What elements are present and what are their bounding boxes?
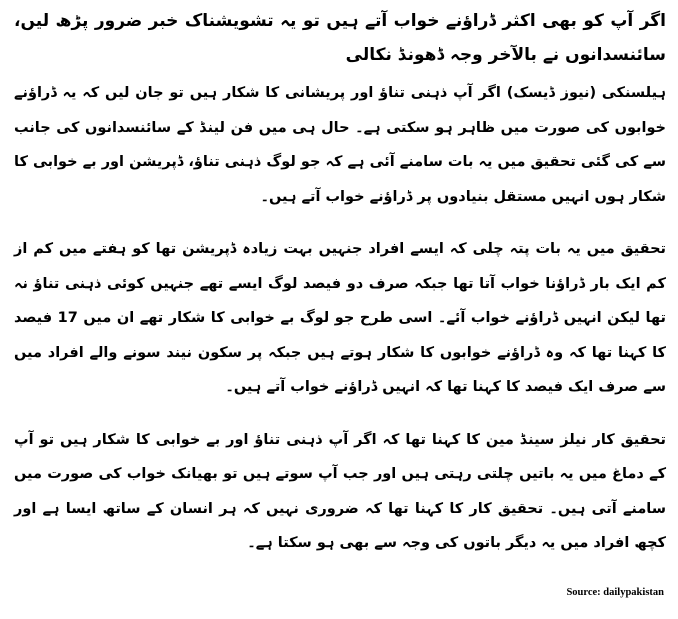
article-paragraph: ہیلسنکی (نیوز ڈیسک) اگر آپ ذہنی تناؤ اور پریشانی کا شکار ہیں تو جان لیں کہ یہ ڈراؤنے خوابوں کی صورت میں ظاہر ہو سکتی ہے۔ حال ہی میں فن لینڈ کے سائنسدانوں کی جانب سے کی گئی تحقیق میں یہ بات سامنے آئی ہے کہ جو لوگ ذہنی تناؤ، ڈپریشن اور بے خوابی کا شکار ہوں انہیں مستقل بنیادوں پر ڈراؤنے خواب آتے ہیں۔	[14, 85, 666, 205]
article-paragraph: تحقیق کار نیلز سینڈ مین کا کہنا تھا کہ اگر آپ ذہنی تناؤ اور بے خوابی کا شکار ہیں تو آپ کے دماغ میں یہ باتیں چلتی رہتی ہیں اور جب آپ سوتے ہیں تو بھیانک خواب کی صورت میں سامنے آتی ہیں۔ تحقیق کار کا کہنا تھا کہ ضروری نہیں کہ ہر انسان کے ساتھ ایسا ہے اور کچھ افراد میں یہ دیگر باتوں کی وجہ سے بھی ہو سکتا ہے۔	[14, 431, 666, 551]
article-headline: اگر آپ کو بھی اکثر ڈراؤنے خواب آتے ہیں تو یہ تشویشناک خبر ضرور پڑھ لیں، سائنسدانوں نے بالآخر وجہ ڈھونڈ نکالی	[14, 11, 666, 65]
source-credit: Source: dailypakistan	[566, 587, 664, 598]
article-paragraph: تحقیق میں یہ بات پتہ چلی کہ ایسے افراد جنہیں بہت زیادہ ڈپریشن تھا کو ہفتے میں کم از کم ایک بار ڈراؤنا خواب آتا تھا جبکہ صرف دو فیصد لوگ ایسے تھے جنہیں کوئی ذہنی تناؤ نہ تھا لیکن انہیں ڈراؤنے خواب آئے۔ اسی طرح جو لوگ بے خوابی کا شکار تھے ان میں 17 فیصد کا کہنا تھا کہ وہ ڈراؤنے خوابوں کا شکار ہوتے ہیں جبکہ پر سکون نیند سونے والے افراد میں سے صرف ایک فیصد کا کہنا تھا کہ انہیں ڈراؤنے خواب آتے ہیں۔	[14, 241, 667, 395]
article	[14, 4, 666, 561]
